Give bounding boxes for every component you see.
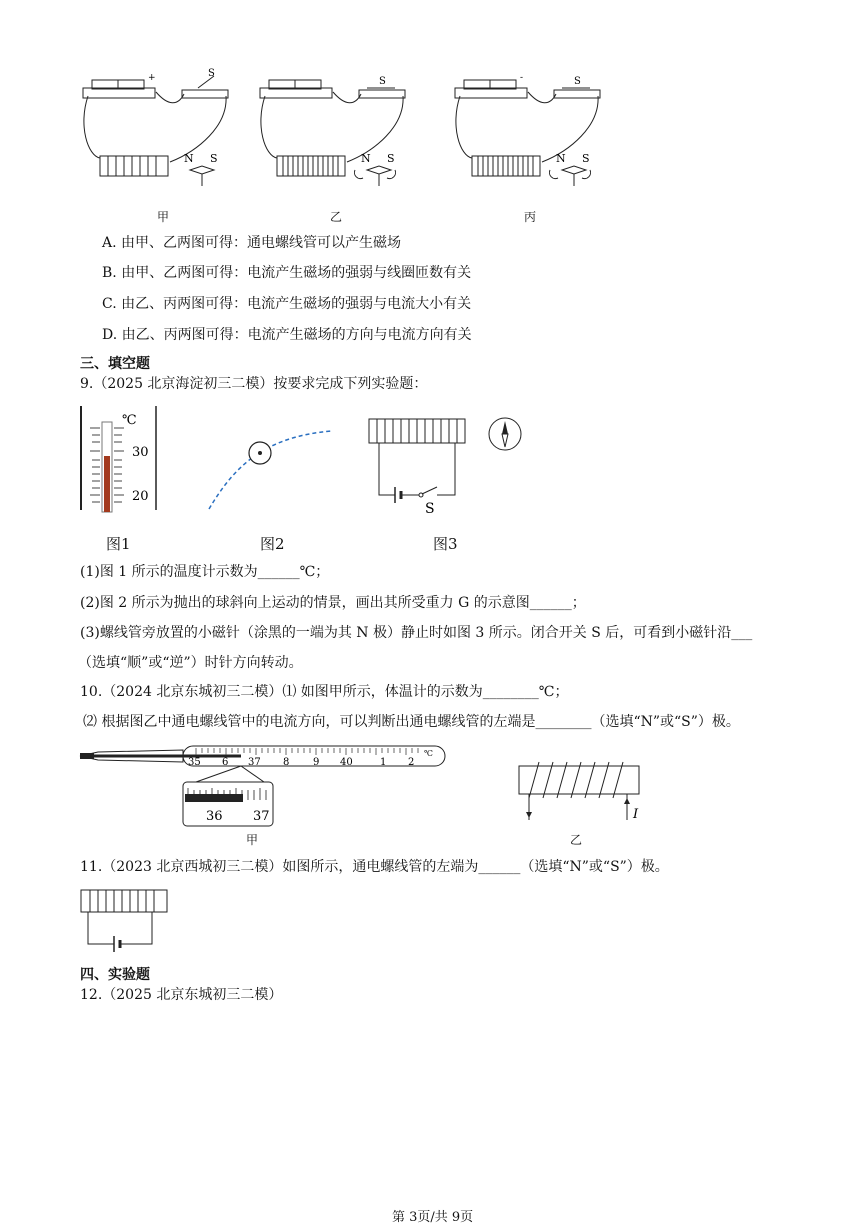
- page-footer: 第 3页/共 9页: [392, 1210, 474, 1225]
- clinical-thermometer-jia: [78, 744, 453, 830]
- battery-plus-label: +: [148, 73, 156, 83]
- thermo-scale-6: 6: [222, 757, 229, 768]
- solenoid-figure-3: [365, 415, 530, 515]
- current-label: I: [633, 807, 639, 822]
- q9-part-3: (3)螺线管旁放置的小磁针（涂黑的一端为其 N 极）静止时如图 3 所示。闭合开关 S 后，可看到小磁针沿___: [80, 625, 753, 641]
- needle-s-label: S: [582, 152, 590, 165]
- q9-title: 9.（2025 北京海淀初三二模）按要求完成下列实验题：: [80, 376, 428, 392]
- needle-s-label: S: [210, 152, 218, 165]
- battery-minus-label: -: [520, 73, 524, 83]
- q8-option-b: B. 由甲、乙两图可得：电流产生磁场的强弱与线圈匝数有关: [102, 265, 472, 281]
- needle-n-label: N: [184, 152, 194, 165]
- q8-option-d: D. 由乙、丙两图可得：电流产生磁场的方向与电流方向有关: [102, 327, 472, 343]
- thermo-scale-9: 9: [313, 757, 320, 768]
- caption-yi: 乙: [330, 210, 343, 224]
- thermo-tick-20: 20: [132, 489, 149, 504]
- q11-solenoid-figure: [78, 886, 173, 961]
- switch-label: S: [574, 76, 581, 87]
- thermo-scale-2: 2: [408, 757, 415, 768]
- circuit-figure-bing: [450, 66, 610, 216]
- thermo-unit-label: ℃: [122, 413, 137, 428]
- thermo-scale-40: 40: [340, 757, 353, 768]
- thermo-scale-37: 37: [248, 757, 261, 768]
- section-heading-fill-in: 三、填空题: [80, 356, 150, 372]
- fig2-caption: 图2: [260, 535, 285, 553]
- solenoid-caption-yi: 乙: [570, 833, 583, 847]
- needle-n-label: N: [361, 152, 371, 165]
- section-heading-experiment: 四、实验题: [80, 967, 150, 983]
- q9-part-2: (2)图 2 所示为抛出的球斜向上运动的情景，画出其所受重力 G 的示意图______；: [80, 595, 586, 611]
- switch-label: S: [379, 76, 386, 87]
- solenoid-figure-yi: [515, 760, 645, 830]
- q8-option-a: A. 由甲、乙两图可得：通电螺线管可以产生磁场: [102, 235, 402, 251]
- circuit-figure-yi: [255, 66, 415, 216]
- caption-jia: 甲: [157, 210, 170, 224]
- thermo-tick-30: 30: [132, 445, 149, 460]
- fig1-caption: 图1: [106, 535, 131, 553]
- thermometer-figure-1: [78, 404, 162, 516]
- needle-n-label: N: [556, 152, 566, 165]
- circuit-figure-jia: [78, 66, 238, 216]
- q10-title: 10.（2024 北京东城初三二模）⑴ 如图甲所示，体温计的示数为________℃；: [80, 684, 569, 700]
- thermo-scale-35: 35: [188, 757, 201, 768]
- thermo-scale-8: 8: [283, 757, 290, 768]
- caption-bing: 丙: [524, 210, 537, 224]
- q11-title: 11.（2023 北京西城初三二模）如图所示，通电螺线管的左端为______（选填“N”或“S”）极。: [80, 859, 669, 875]
- fig3-switch-label: S: [425, 501, 435, 517]
- thermo-caption-jia: 甲: [246, 833, 259, 847]
- q8-option-c: C. 由乙、丙两图可得：电流产生磁场的强弱与电流大小有关: [102, 296, 472, 312]
- thermo-unit: ℃: [424, 749, 433, 758]
- q12-title: 12.（2025 北京东城初三二模）: [80, 987, 283, 1003]
- ball-trajectory-figure-2: [205, 425, 335, 515]
- zoom-tick-36: 36: [206, 809, 223, 824]
- needle-s-label: S: [387, 152, 395, 165]
- zoom-tick-37: 37: [253, 809, 270, 824]
- fig3-caption: 图3: [433, 535, 458, 553]
- q9-part-1: (1)图 1 所示的温度计示数为______℃；: [80, 564, 330, 580]
- q9-part-3-cont: （选填“顺”或“逆”）时针方向转动。: [78, 655, 303, 671]
- thermo-scale-1: 1: [380, 757, 387, 768]
- switch-label: S: [208, 68, 215, 79]
- q10-part-2: ⑵ 根据图乙中通电螺线管中的电流方向，可以判断出通电螺线管的左端是________（选填“N”或“S”）极。: [83, 714, 740, 730]
